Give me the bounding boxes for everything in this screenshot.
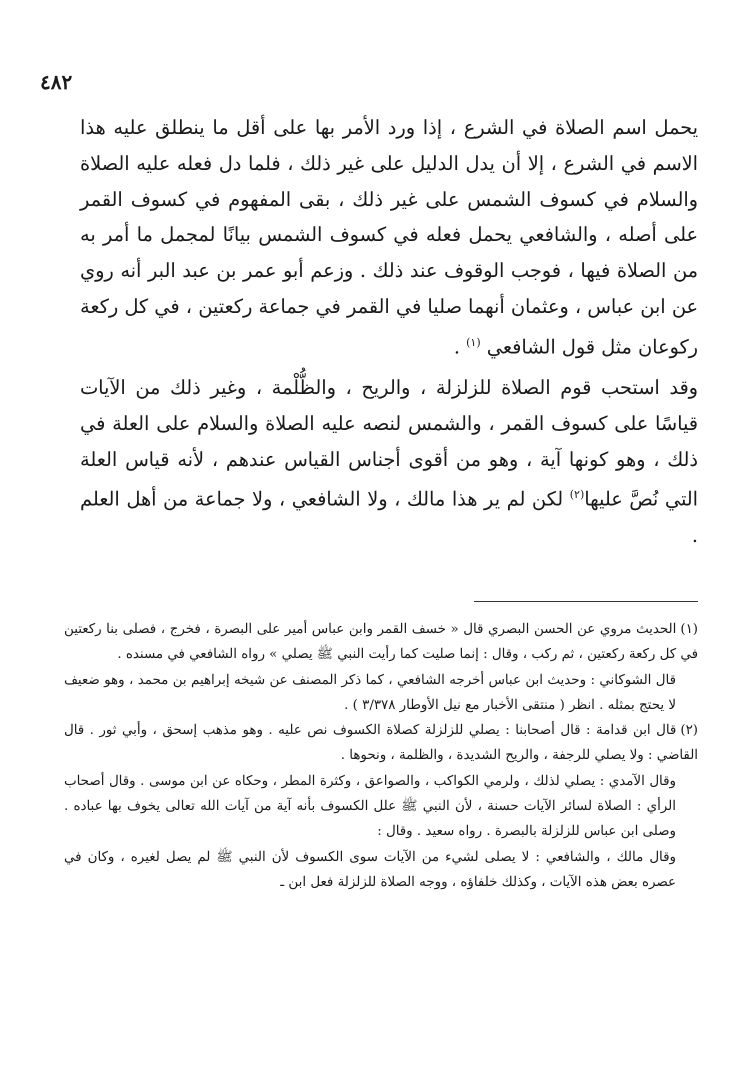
footnote-1 (64, 617, 698, 668)
footnote-2-continuation: وقال مالك ، والشافعي : لا يصلى لشيء من الآيات سوى الكسوف لأن النبي ﷺ لم يصل لغيره ، وكان في عصره بعض هذه الآيات ، وكذلك خلفاؤه ، ووجه الصلاة للزلزلة فعل ابن ـ (64, 849, 676, 890)
paragraph-end: . (453, 335, 467, 359)
footnotes (64, 617, 698, 895)
paragraph-text: وقد استحب قوم الصلاة للزلزلة ، والريح ، والظُّلْمة ، وغير ذلك من الآيات قياسًا على كسوف القمر ، والشمس لنصه عليه الصلاة والسلام على العلة في ذلك ، وهو كونها آية ، وهو من أقوى أجناس القياس عندهم ، لأنه قياس العلة التي نُصَّ عليها (80, 376, 699, 511)
footnote-number: (١) (680, 622, 698, 637)
page-number: ٤٨٢ (40, 70, 73, 94)
paragraph (80, 110, 698, 365)
footnote-divider (474, 601, 698, 602)
footnote-number: (٢) (680, 723, 698, 739)
footnote-text: قال ابن قدامة : قال أصحابنا : يصلي للزلزلة كصلاة الكسوف نص عليه . وهو مذهب إسحق ، وأبي ثور . قال القاضي : ولا يصلي للرجفة ، والريح الشديدة ، والظلمة ، ونحوها . (64, 723, 698, 764)
footnote-marker[interactable]: (٢) (569, 488, 585, 502)
paragraph (80, 370, 698, 553)
main-text (80, 110, 698, 553)
paragraph-end: لكن لم ير هذا مالك ، ولا الشافعي ، ولا جماعة من أهل العلم . (80, 487, 698, 547)
footnote-2-continuation: وقال الآمدي : يصلي لذلك ، ولرمي الكواكب ، والصواعق ، وكثرة المطر ، وحكاه عن ابن موسى . وقال أصحاب الرأي : الصلاة لسائر الآيات حسنة ، لأن النبي ﷺ علل الكسوف بأنه آية من آيات الله تعالى يخوف بها عباده . وصلى ابن عباس للزلزلة بالبصرة . رواه سعيد . وقال : (64, 773, 676, 840)
footnote-marker[interactable]: (١) (466, 335, 481, 349)
paragraph-text: يحمل اسم الصلاة في الشرع ، إذا ورد الأمر بها على أقل ما ينطلق عليه هذا الاسم في الشرع ، إلا أن يدل الدليل على غير ذلك ، فلما دل فعله عليه الصلاة والسلام في كسوف الشمس على غير ذلك ، بقى المفهوم في كسوف القمر على أصله ، والشافعي يحمل فعله في كسوف الشمس بيانًا لمجمل ما أمر به من الصلاة فيها ، فوجب الوقوف عند ذلك . وزعم أبو عمر بن عبد البر أنه روي عن ابن عباس ، وعثمان أنهما صليا في القمر في جماعة ركعتين ، في كل ركعة ركوعان مثل قول الشافعي (80, 116, 698, 359)
footnote-1-continuation: قال الشوكاني : وحديث ابن عباس أخرجه الشافعي ، كما ذكر المصنف عن شيخه إبراهيم بن محمد ، وهو ضعيف لا يحتج بمثله . انظر ( منتقى الأخبار مع نيل الأوطار ٣/٣٧٨ ) . (64, 672, 676, 713)
footnote-text: الحديث مروي عن الحسن البصري قال « خسف القمر وابن عباس أمير على البصرة ، فخرج ، فصلى بنا ركعتين في كل ركعة ركعتين ، ثم ركب ، وقال : إنما صليت كما رأيت النبي ﷺ يصلي » رواه الشافعي في مسنده . (64, 622, 698, 663)
footnote-2 (64, 718, 698, 769)
